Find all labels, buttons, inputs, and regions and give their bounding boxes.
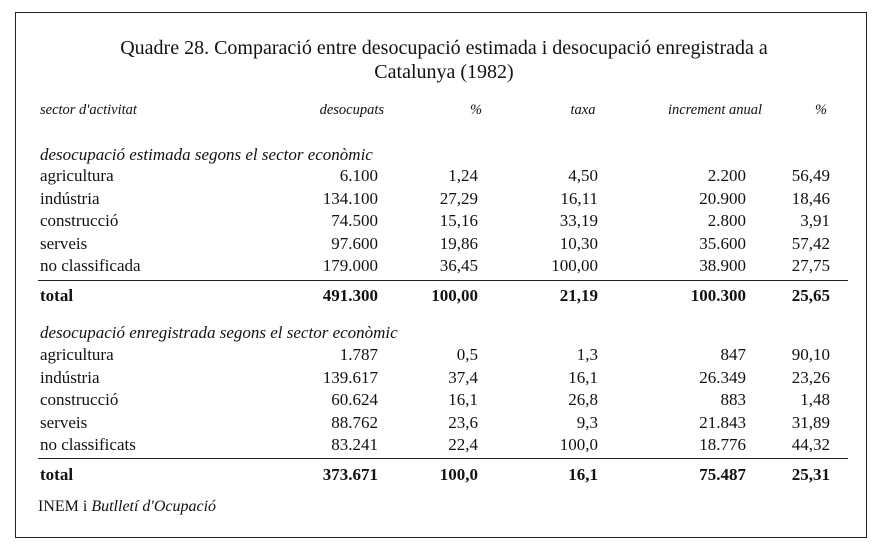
table-cell: 27,29 xyxy=(439,189,478,208)
table-cell: 10,30 xyxy=(559,234,598,253)
table-cell: 37,4 xyxy=(448,368,478,387)
total-cell: 100.300 xyxy=(690,286,746,305)
table-cell: 20.900 xyxy=(699,189,746,208)
total-cell: 75.487 xyxy=(699,465,746,484)
total-rule xyxy=(38,458,848,459)
row-label: agricultura xyxy=(40,345,114,364)
table-cell: 22,4 xyxy=(448,435,478,454)
column-header: increment anual xyxy=(667,102,763,118)
total-cell: 25,31 xyxy=(791,465,830,484)
row-label: serveis xyxy=(40,413,88,432)
table-cell: 1,24 xyxy=(448,166,478,185)
table-cell: 1,3 xyxy=(576,345,598,364)
total-cell: 100,0 xyxy=(439,465,478,484)
table-cell: 18.776 xyxy=(699,435,746,454)
section-title: desocupació enregistrada segons el sector econòmic xyxy=(40,323,398,342)
table-cell: 23,6 xyxy=(448,413,478,432)
table-cell: 847 xyxy=(720,345,746,364)
table-cell: 57,42 xyxy=(791,234,830,253)
source-prefix: INEM i xyxy=(38,498,92,515)
table-cell: 44,32 xyxy=(791,435,830,454)
total-rule xyxy=(38,280,848,281)
table-cell: 88.762 xyxy=(331,413,378,432)
table-cell: 27,75 xyxy=(791,256,830,275)
column-header: % xyxy=(814,102,828,118)
table-cell: 33,19 xyxy=(559,211,598,230)
table-cell: 35.600 xyxy=(699,234,746,253)
caption-line-2: Catalunya (1982) xyxy=(374,61,514,83)
row-label: serveis xyxy=(40,234,88,253)
total-cell: 373.671 xyxy=(322,465,378,484)
table-cell: 16,1 xyxy=(568,368,598,387)
table-cell: 139.617 xyxy=(322,368,378,387)
table-cell: 23,26 xyxy=(791,368,830,387)
row-label: no classificats xyxy=(40,435,136,454)
table-cell: 36,45 xyxy=(439,256,478,275)
table-cell: 97.600 xyxy=(331,234,378,253)
table-cell: 4,50 xyxy=(568,166,598,185)
table-cell: 60.624 xyxy=(331,390,378,409)
table-cell: 3,91 xyxy=(800,211,830,230)
source-publication: Butlletí d'Ocupació xyxy=(91,498,217,515)
total-cell: 491.300 xyxy=(322,286,378,305)
table-cell: 2.800 xyxy=(707,211,746,230)
table-cell: 21.843 xyxy=(699,413,746,432)
total-cell: 25,65 xyxy=(791,286,830,305)
total-cell: 100,00 xyxy=(431,286,478,305)
table-cell: 15,16 xyxy=(439,211,478,230)
row-label: agricultura xyxy=(40,166,114,185)
table-cell: 16,1 xyxy=(448,390,478,409)
table-cell: 74.500 xyxy=(331,211,378,230)
total-label: total xyxy=(40,465,74,484)
table-cell: 83.241 xyxy=(331,435,378,454)
table-cell: 134.100 xyxy=(322,189,378,208)
table-cell: 6.100 xyxy=(339,166,378,185)
table-cell: 1,48 xyxy=(800,390,830,409)
column-header: desocupats xyxy=(319,102,384,118)
row-label: indústria xyxy=(40,189,100,208)
row-label: construcció xyxy=(40,211,119,230)
row-label: no classificada xyxy=(40,256,141,275)
table-cell: 31,89 xyxy=(791,413,830,432)
table-cell: 2.200 xyxy=(707,166,746,185)
table-caption xyxy=(0,36,888,84)
row-label: indústria xyxy=(40,368,100,387)
row-label: construcció xyxy=(40,390,119,409)
table-cell: 0,5 xyxy=(456,345,478,364)
total-cell: 16,1 xyxy=(568,465,598,484)
column-header: taxa xyxy=(570,102,596,118)
source-note xyxy=(38,498,216,516)
column-header: sector d'activitat xyxy=(40,102,137,118)
table-cell: 179.000 xyxy=(322,256,378,275)
table-cell: 26,8 xyxy=(568,390,598,409)
table-cell: 1.787 xyxy=(339,345,378,364)
section-title: desocupació estimada segons el sector econòmic xyxy=(40,145,373,164)
table-cell: 19,86 xyxy=(439,234,478,253)
total-label: total xyxy=(40,286,74,305)
table-cell: 100,0 xyxy=(559,435,598,454)
table-cell: 9,3 xyxy=(576,413,598,432)
table-cell: 56,49 xyxy=(791,166,830,185)
caption-line-1: Quadre 28. Comparació entre desocupació estimada i desocupació enregistrada a xyxy=(120,37,768,59)
table-cell: 18,46 xyxy=(791,189,830,208)
table-cell: 90,10 xyxy=(791,345,830,364)
table-cell: 26.349 xyxy=(699,368,746,387)
table-cell: 16,11 xyxy=(560,189,598,208)
column-header: % xyxy=(469,102,483,118)
table-cell: 38.900 xyxy=(699,256,746,275)
table-cell: 883 xyxy=(720,390,746,409)
table-cell: 100,00 xyxy=(551,256,598,275)
total-cell: 21,19 xyxy=(559,286,598,305)
